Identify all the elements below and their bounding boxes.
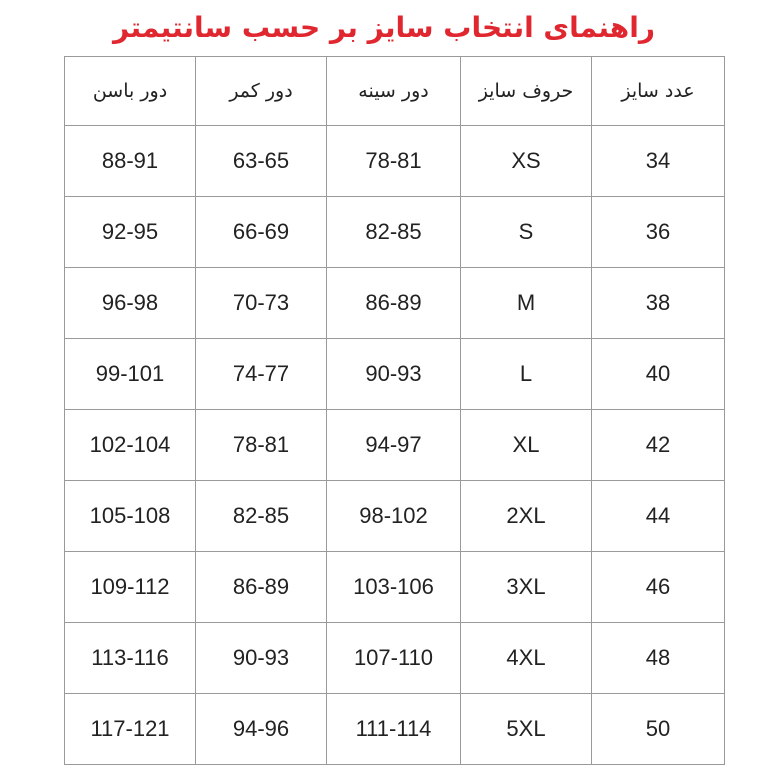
cell-size-letter: 5XL	[461, 694, 592, 765]
cell-size-letter: 4XL	[461, 623, 592, 694]
cell-chest: 90-93	[327, 339, 461, 410]
header-size-number: عدد سایز	[592, 57, 725, 126]
table-row	[65, 268, 725, 339]
cell-chest: 94-97	[327, 410, 461, 481]
cell-size-letter: S	[461, 197, 592, 268]
cell-size-number: 50	[592, 694, 725, 765]
table-row	[65, 623, 725, 694]
cell-chest: 98-102	[327, 481, 461, 552]
cell-size-number: 42	[592, 410, 725, 481]
cell-size-number: 38	[592, 268, 725, 339]
cell-size-letter: 3XL	[461, 552, 592, 623]
header-chest: دور سینه	[327, 57, 461, 126]
cell-size-number: 48	[592, 623, 725, 694]
table-row	[65, 481, 725, 552]
cell-chest: 107-110	[327, 623, 461, 694]
cell-hip: 88-91	[65, 126, 196, 197]
cell-waist: 66-69	[196, 197, 327, 268]
cell-waist: 86-89	[196, 552, 327, 623]
cell-hip: 92-95	[65, 197, 196, 268]
table-header-row	[65, 57, 725, 126]
cell-size-letter: XL	[461, 410, 592, 481]
header-waist: دور کمر	[196, 57, 327, 126]
cell-waist: 82-85	[196, 481, 327, 552]
cell-waist: 63-65	[196, 126, 327, 197]
cell-size-number: 44	[592, 481, 725, 552]
header-hip: دور باسن	[65, 57, 196, 126]
cell-waist: 94-96	[196, 694, 327, 765]
cell-chest: 103-106	[327, 552, 461, 623]
cell-hip: 96-98	[65, 268, 196, 339]
cell-size-number: 34	[592, 126, 725, 197]
cell-size-number: 46	[592, 552, 725, 623]
cell-size-letter: 2XL	[461, 481, 592, 552]
cell-hip: 102-104	[65, 410, 196, 481]
cell-waist: 90-93	[196, 623, 327, 694]
cell-size-number: 40	[592, 339, 725, 410]
cell-waist: 78-81	[196, 410, 327, 481]
cell-hip: 113-116	[65, 623, 196, 694]
cell-chest: 86-89	[327, 268, 461, 339]
table-row	[65, 552, 725, 623]
table-row	[65, 126, 725, 197]
size-chart-table	[64, 56, 725, 765]
cell-size-letter: XS	[461, 126, 592, 197]
cell-chest: 111-114	[327, 694, 461, 765]
cell-chest: 78-81	[327, 126, 461, 197]
table-row	[65, 410, 725, 481]
cell-hip: 109-112	[65, 552, 196, 623]
cell-hip: 99-101	[65, 339, 196, 410]
table-row	[65, 197, 725, 268]
cell-hip: 117-121	[65, 694, 196, 765]
header-size-letter: حروف سایز	[461, 57, 592, 126]
table-row	[65, 339, 725, 410]
cell-waist: 74-77	[196, 339, 327, 410]
page-title: راهنمای انتخاب سایز بر حسب سانتیمتر	[113, 11, 655, 44]
cell-size-number: 36	[592, 197, 725, 268]
cell-size-letter: M	[461, 268, 592, 339]
table-row	[65, 694, 725, 765]
cell-waist: 70-73	[196, 268, 327, 339]
cell-size-letter: L	[461, 339, 592, 410]
cell-hip: 105-108	[65, 481, 196, 552]
cell-chest: 82-85	[327, 197, 461, 268]
